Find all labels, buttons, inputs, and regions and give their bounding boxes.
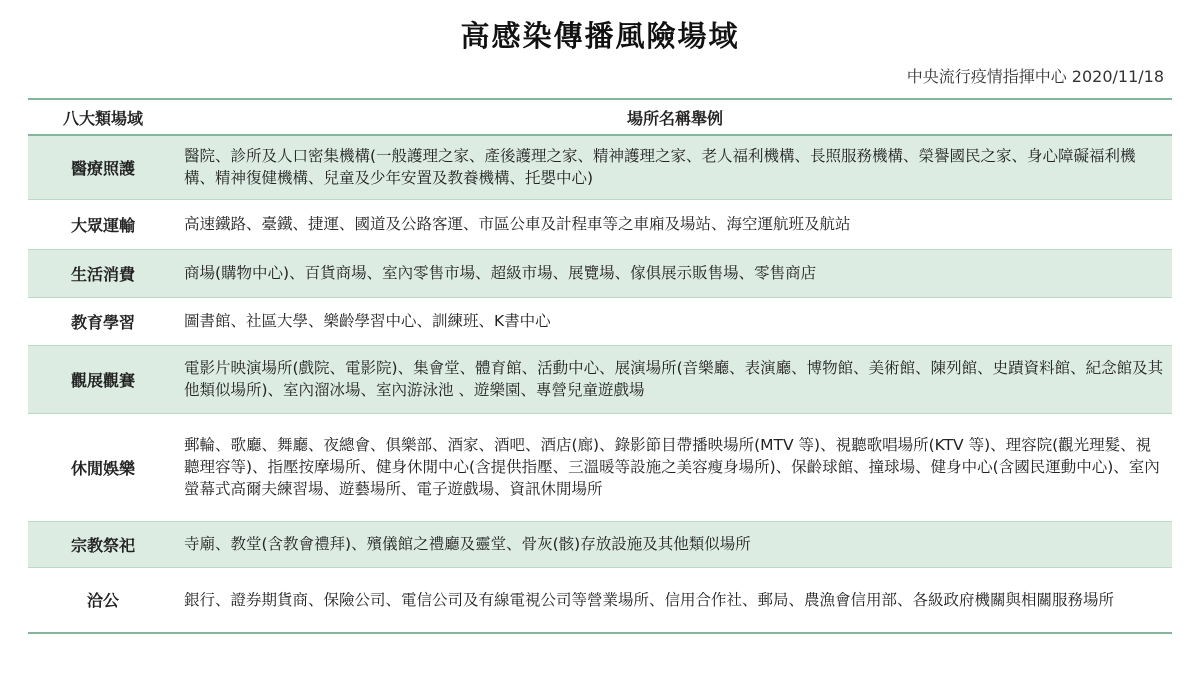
row-examples: 高速鐵路、臺鐵、捷運、國道及公路客運、市區公車及計程車等之車廂及場站、海空運航班及航站: [178, 199, 1172, 249]
table-body: [28, 135, 1172, 633]
table-row: [28, 521, 1172, 567]
header-row: [28, 99, 1172, 135]
row-examples: 寺廟、教堂(含教會禮拜)、殯儀館之禮廳及靈堂、骨灰(骸)存放設施及其他類似場所: [178, 521, 1172, 567]
header-category: 八大類場域: [62, 108, 143, 128]
row-category: 大眾運輸: [28, 199, 178, 249]
table-row: [28, 135, 1172, 199]
table-row: [28, 297, 1172, 345]
page-title: 高感染傳播風險場域: [460, 19, 740, 53]
row-examples: 郵輪、歌廳、舞廳、夜總會、俱樂部、酒家、酒吧、酒店(廊)、錄影節目帶播映場所(MTV 等)、視聽歌唱場所(KTV 等)、理容院(觀光理髮、視聽理容等)、指壓按摩場所、健身休閒中心(含提供指壓、三溫暖等設施之美容瘦身場所)、保齡球館、撞球場、健身中心(含國民運動中心)、室內螢幕式高爾夫練習場、遊藝場所、電子遊戲場、資訊休閒場所: [178, 413, 1172, 521]
row-category: 生活消費: [28, 249, 178, 297]
row-category: 宗教祭祀: [28, 521, 178, 567]
table-row: [28, 345, 1172, 413]
venue-table: [28, 98, 1172, 634]
table-row: [28, 567, 1172, 633]
row-category: 洽公: [28, 567, 178, 633]
row-examples: 電影片映演場所(戲院、電影院)、集會堂、體育館、活動中心、展演場所(音樂廳、表演廳、博物館、美術館、陳列館、史蹟資料館、紀念館及其他類似場所)、室內溜冰場、室內游泳池 、遊樂園、專營兒童遊戲場: [178, 345, 1172, 413]
row-examples: 醫院、診所及人口密集機構(一般護理之家、產後護理之家、精神護理之家、老人福利機構、長照服務機構、榮譽國民之家、身心障礙福利機構、精神復健機構、兒童及少年安置及教養機構、托嬰中心): [178, 135, 1172, 199]
row-examples: 圖書館、社區大學、樂齡學習中心、訓練班、K書中心: [178, 297, 1172, 345]
row-examples: 商場(購物中心)、百貨商場、室內零售市場、超級市場、展覽場、傢俱展示販售場、零售商店: [178, 249, 1172, 297]
source-attribution: 中央流行疫情指揮中心 2020/11/18: [906, 67, 1164, 86]
row-category: 醫療照護: [28, 135, 178, 199]
table-row: [28, 249, 1172, 297]
header-examples: 場所名稱舉例: [626, 108, 723, 128]
row-category: 教育學習: [28, 297, 178, 345]
table-header: [28, 99, 1172, 135]
row-category: 休閒娛樂: [28, 413, 178, 521]
row-examples: 銀行、證券期貨商、保險公司、電信公司及有線電視公司等營業場所、信用合作社、郵局、農漁會信用部、各級政府機關與相關服務場所: [178, 567, 1172, 633]
row-category: 觀展觀賽: [28, 345, 178, 413]
table-row: [28, 413, 1172, 521]
table-row: [28, 199, 1172, 249]
